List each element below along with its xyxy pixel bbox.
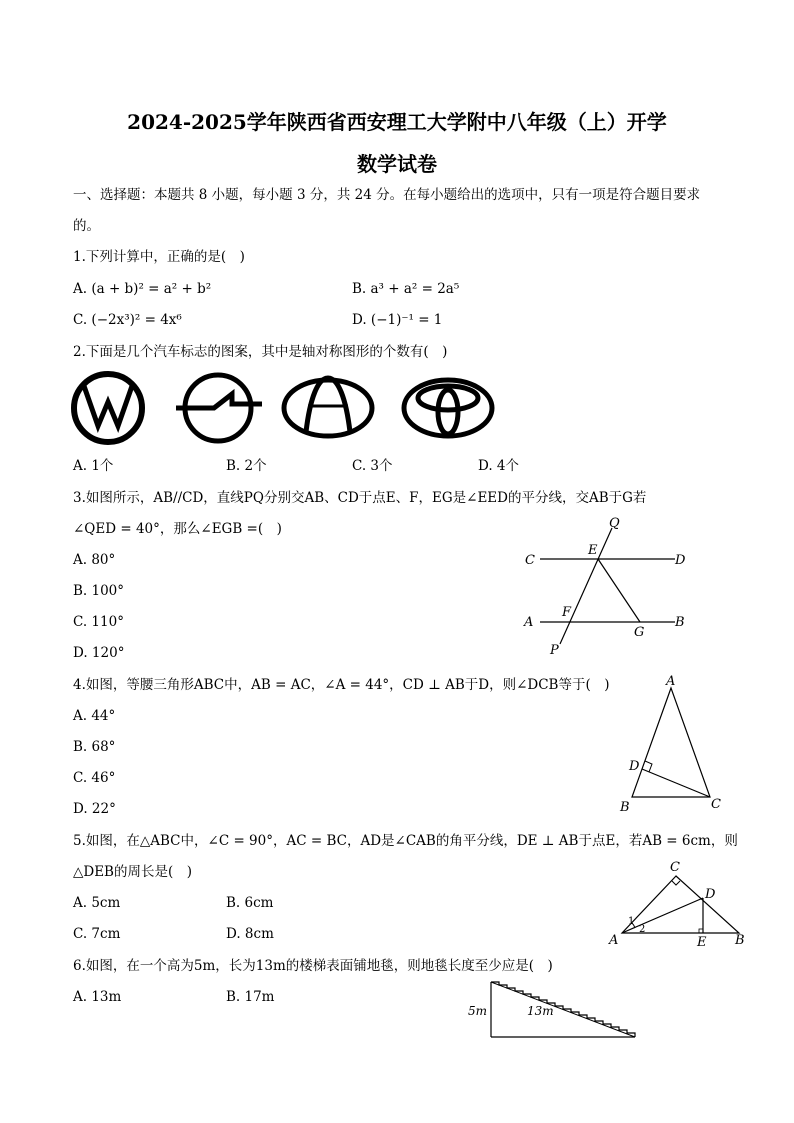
q5-right-triangle-figure bbox=[606, 856, 756, 951]
q4-option-d: D. 22° bbox=[73, 801, 116, 817]
q4-option-b: B. 68° bbox=[73, 739, 116, 755]
q1-option-b: B. a³ + a² = 2a⁵ bbox=[352, 281, 460, 297]
q3-label-c: C bbox=[525, 553, 535, 568]
q6-length-label: 13m bbox=[527, 1004, 554, 1018]
q1-option-c: C. (−2x³)² = 4x⁶ bbox=[73, 312, 182, 328]
q3-label-d: D bbox=[675, 553, 686, 568]
q2-stem: 2.下面是几个汽车标志的图案，其中是轴对称图形的个数有( ) bbox=[73, 344, 448, 360]
q4-option-c: C. 46° bbox=[73, 770, 116, 786]
q5-label-c: C bbox=[670, 860, 680, 875]
q2-option-c: C. 3个 bbox=[352, 458, 393, 474]
q4-label-d: D bbox=[629, 759, 640, 774]
exam-title-line2: 数学试卷 bbox=[357, 152, 437, 176]
q3-label-b: B bbox=[675, 615, 685, 630]
q5-option-c: C. 7cm bbox=[73, 926, 121, 942]
q4-label-c: C bbox=[711, 797, 721, 812]
q3-stem-line1: 3.如图所示，AB//CD，直线PQ分别交AB、CD于点E、F，EG是∠EED的平分线，交AB于G若 bbox=[73, 490, 647, 506]
q3-option-d: D. 120° bbox=[73, 645, 125, 661]
q5-label-e: E bbox=[697, 935, 707, 950]
q6-staircase-figure bbox=[465, 977, 645, 1042]
q5-option-a: A. 5cm bbox=[73, 895, 121, 911]
q5-angle-1: 1 bbox=[628, 916, 635, 927]
q5-stem-line1: 5.如图，在△ABC中，∠C = 90°，AC = BC，AD是∠CAB的角平分线，DE ⊥ AB于点E，若AB = 6cm，则 bbox=[73, 833, 738, 849]
exam-title-line1: 2024-2025学年陕西省西安理工大学附中八年级（上）开学 bbox=[127, 110, 667, 134]
q6-height-label: 5m bbox=[468, 1004, 488, 1018]
section-heading: 一、选择题：本题共 8 小题，每小题 3 分，共 24 分。在每小题给出的选项中，只有一项是符合题目要求 bbox=[73, 187, 701, 203]
q3-label-g: G bbox=[634, 625, 645, 640]
q2-option-b: B. 2个 bbox=[226, 458, 267, 474]
q5-option-b: B. 6cm bbox=[226, 895, 274, 911]
q6-option-a: A. 13m bbox=[73, 989, 122, 1005]
q5-stem-line2: △DEB的周长是( ) bbox=[73, 864, 193, 880]
q4-label-b: B bbox=[620, 800, 630, 815]
q3-label-a: A bbox=[524, 615, 534, 630]
q2-option-d: D. 4个 bbox=[478, 458, 520, 474]
q5-label-b: B bbox=[735, 933, 745, 948]
q3-option-c: C. 110° bbox=[73, 614, 124, 630]
q6-option-b: B. 17m bbox=[226, 989, 275, 1005]
q5-label-a: A bbox=[609, 933, 619, 948]
q5-label-d: D bbox=[705, 887, 716, 902]
q4-label-a: A bbox=[666, 674, 676, 689]
q3-label-p: P bbox=[550, 643, 559, 658]
arch-logo bbox=[284, 378, 372, 436]
q3-label-f: F bbox=[562, 605, 572, 620]
q4-stem: 4.如图，等腰三角形ABC中，AB = AC，∠A = 44°，CD ⊥ AB于D，则∠DCB等于( ) bbox=[73, 677, 610, 693]
q1-stem: 1.下列计算中，正确的是( ) bbox=[73, 249, 245, 265]
opel-logo bbox=[176, 375, 262, 441]
section-heading-cont: 的。 bbox=[73, 218, 100, 234]
car-logos-figure bbox=[0, 368, 794, 458]
q3-option-a: A. 80° bbox=[73, 552, 116, 568]
q3-label-e: E bbox=[588, 543, 598, 558]
q5-angle-2: 2 bbox=[639, 924, 646, 935]
q4-isosceles-triangle-figure bbox=[615, 672, 735, 817]
q6-stem: 6.如图，在一个高为5m，长为13m的楼梯表面铺地毯，则地毯长度至少应是( ) bbox=[73, 958, 553, 974]
q3-label-q: Q bbox=[609, 516, 620, 531]
q1-option-a: A. (a + b)² = a² + b² bbox=[73, 281, 212, 297]
q3-stem-line2: ∠QED = 40°，那么∠EGB =( ) bbox=[73, 521, 282, 537]
q2-option-a: A. 1个 bbox=[73, 458, 114, 474]
q3-parallel-lines-figure bbox=[520, 512, 720, 662]
q1-option-d: D. (−1)⁻¹ = 1 bbox=[352, 312, 443, 328]
vw-logo bbox=[74, 374, 142, 442]
q5-option-d: D. 8cm bbox=[226, 926, 274, 942]
toyota-logo bbox=[404, 380, 492, 436]
q3-option-b: B. 100° bbox=[73, 583, 125, 599]
q4-option-a: A. 44° bbox=[73, 708, 116, 724]
